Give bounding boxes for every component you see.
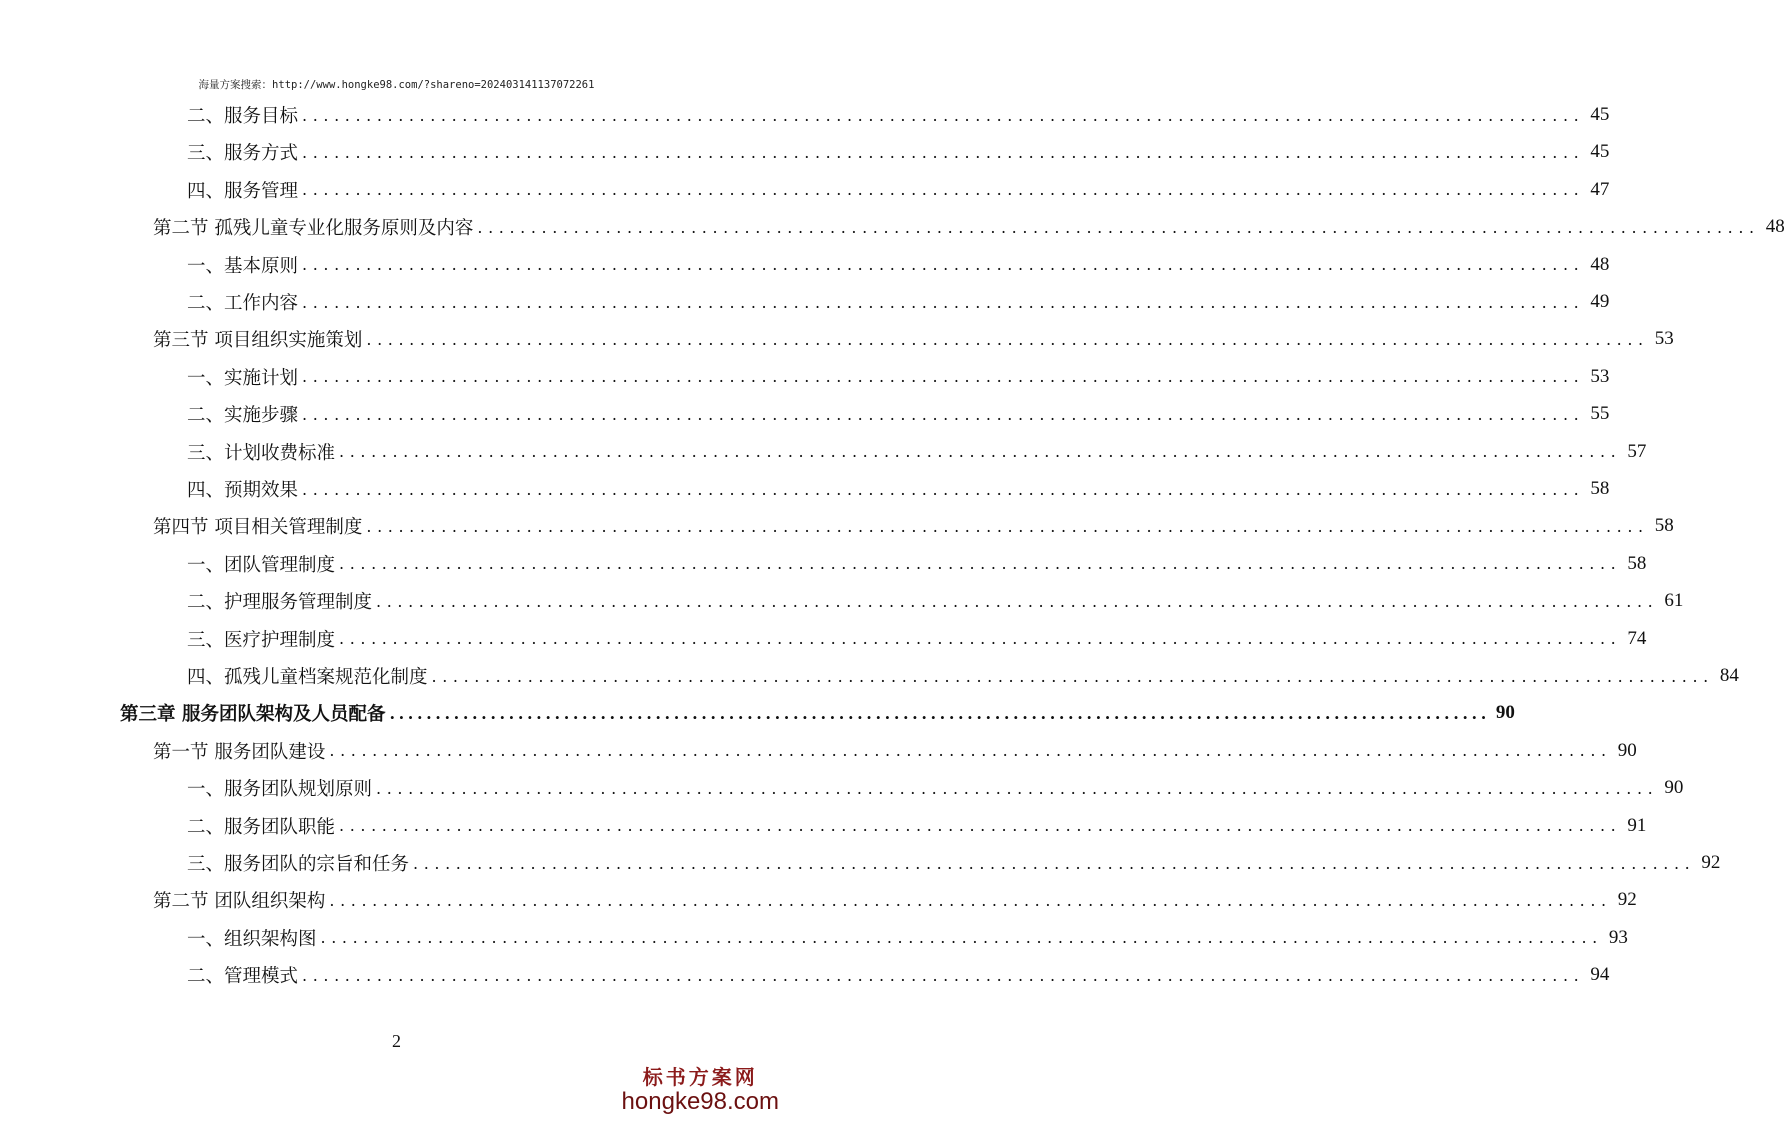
toc-entry[interactable] bbox=[187, 287, 1610, 317]
toc-entry-page: 61 bbox=[1664, 590, 1684, 612]
toc-entry-label: 二、服务目标 bbox=[187, 106, 299, 127]
toc-entry-page: 91 bbox=[1627, 814, 1647, 836]
toc-entry-label: 四、服务管理 bbox=[187, 180, 299, 202]
watermark-logo bbox=[622, 1061, 779, 1114]
watermark-cn: 标书方案网 bbox=[642, 1065, 758, 1089]
toc-entry-label: 三、服务团队的宗旨和任务 bbox=[187, 854, 410, 875]
toc-entry[interactable] bbox=[187, 362, 1610, 392]
toc-entry-page: 74 bbox=[1627, 627, 1647, 649]
toc-entry-page: 58 bbox=[1627, 552, 1647, 574]
toc-leader-dots: ........................................................................................................................ bbox=[389, 703, 1490, 723]
toc-entry-label: 三、计划收费标准 bbox=[187, 442, 336, 464]
toc-entry-page: 49 bbox=[1590, 291, 1610, 312]
toc-entry-label: 一、实施计划 bbox=[187, 367, 299, 389]
toc-leader-dots: ........................................................................................................................ bbox=[302, 105, 1585, 125]
toc-leader-dots: ........................................................................................................................ bbox=[339, 629, 1622, 649]
toc-entry[interactable] bbox=[187, 399, 1610, 429]
toc-leader-dots: ........................................................................................................................ bbox=[339, 554, 1622, 574]
toc-entry-label: 第二节 孤残儿童专业化服务原则及内容 bbox=[153, 218, 474, 240]
toc-entry[interactable] bbox=[120, 698, 1515, 728]
toc-leader-dots: ........................................................................................................................ bbox=[302, 367, 1585, 387]
toc-entry-page: 90 bbox=[1495, 702, 1515, 724]
toc-entry[interactable] bbox=[187, 923, 1628, 953]
toc-entry[interactable] bbox=[187, 960, 1610, 990]
toc-leader-dots: ........................................................................................................................ bbox=[339, 442, 1622, 462]
toc-entry-page: 92 bbox=[1617, 889, 1637, 911]
toc-entry[interactable] bbox=[153, 511, 1674, 541]
watermark-en: hongke98.com bbox=[621, 1088, 779, 1115]
toc-leader-dots: ........................................................................................................................ bbox=[329, 890, 1612, 910]
toc-entry-page: 48 bbox=[1765, 216, 1785, 238]
toc-entry-label: 三、医疗护理制度 bbox=[187, 629, 336, 651]
toc-entry[interactable] bbox=[187, 661, 1739, 691]
toc-entry[interactable] bbox=[187, 811, 1647, 841]
toc-leader-dots: ........................................................................................................................ bbox=[366, 516, 1649, 536]
toc-leader-dots: ........................................................................................................................ bbox=[431, 666, 1714, 686]
toc-leader-dots: ........................................................................................................................ bbox=[302, 404, 1585, 424]
toc-entry[interactable] bbox=[187, 773, 1684, 803]
toc-entry[interactable] bbox=[187, 100, 1610, 130]
toc-entry[interactable] bbox=[187, 175, 1610, 205]
toc-entry-page: 84 bbox=[1719, 665, 1739, 686]
toc-entry-label: 一、基本原则 bbox=[187, 255, 299, 277]
toc-entry[interactable] bbox=[187, 549, 1647, 579]
toc-entry-page: 94 bbox=[1590, 964, 1610, 986]
toc-entry-page: 53 bbox=[1654, 328, 1674, 350]
toc-entry-page: 45 bbox=[1590, 104, 1610, 125]
source-header: 海量方案搜索：http://www.hongke98.com/?shareno=202403141137072261 bbox=[198, 79, 595, 91]
toc-entry[interactable] bbox=[153, 212, 1785, 242]
toc-entry-label: 第二节 团队组织架构 bbox=[153, 891, 326, 913]
toc-entry-page: 92 bbox=[1701, 852, 1721, 873]
toc-entry-label: 二、实施步骤 bbox=[187, 405, 299, 427]
toc-entry-page: 90 bbox=[1664, 777, 1684, 799]
toc-leader-dots: ........................................................................................................................ bbox=[376, 591, 1659, 611]
toc-entry-label: 一、服务团队规划原则 bbox=[187, 779, 373, 801]
toc-entry[interactable] bbox=[153, 885, 1637, 915]
toc-entry-page: 57 bbox=[1627, 440, 1647, 462]
toc-entry-page: 58 bbox=[1654, 515, 1674, 537]
toc-entry-label: 二、护理服务管理制度 bbox=[187, 592, 373, 614]
toc-entry[interactable] bbox=[187, 848, 1721, 878]
toc-entry-label: 四、孤残儿童档案规范化制度 bbox=[187, 667, 428, 688]
toc-entry[interactable] bbox=[187, 437, 1647, 467]
toc-leader-dots: ........................................................................................................................ bbox=[302, 292, 1585, 312]
toc-entry[interactable] bbox=[187, 474, 1610, 504]
toc-entry-label: 第三章 服务团队架构及人员配备 bbox=[120, 704, 386, 726]
toc-entry-page: 55 bbox=[1590, 403, 1610, 425]
toc-entry[interactable] bbox=[153, 324, 1674, 354]
toc-entry[interactable] bbox=[187, 624, 1647, 654]
toc-entry[interactable] bbox=[153, 736, 1637, 766]
toc-entry-label: 一、组织架构图 bbox=[187, 928, 317, 950]
toc-leader-dots: ........................................................................................................................ bbox=[302, 142, 1585, 162]
toc-leader-dots: ........................................................................................................................ bbox=[302, 965, 1585, 985]
toc-entry-label: 二、工作内容 bbox=[187, 293, 299, 314]
toc-leader-dots: ........................................................................................................................ bbox=[329, 741, 1612, 761]
toc-entry-page: 45 bbox=[1590, 141, 1610, 163]
toc-entry-label: 二、管理模式 bbox=[187, 966, 299, 988]
page-number: 2 bbox=[392, 1031, 401, 1051]
toc-entry-page: 90 bbox=[1617, 739, 1637, 761]
toc-entry-page: 48 bbox=[1590, 253, 1610, 275]
toc-entry-page: 47 bbox=[1590, 178, 1610, 200]
toc-leader-dots: ........................................................................................................................ bbox=[366, 329, 1649, 349]
toc-entry-label: 三、服务方式 bbox=[187, 143, 299, 165]
toc-leader-dots: ........................................................................................................................ bbox=[302, 479, 1585, 499]
toc-leader-dots: ........................................................................................................................ bbox=[339, 816, 1622, 836]
toc-leader-dots: ........................................................................................................................ bbox=[302, 180, 1585, 200]
toc-leader-dots: ........................................................................................................................ bbox=[477, 217, 1760, 237]
toc-leader-dots: ........................................................................................................................ bbox=[302, 255, 1585, 275]
toc-leader-dots: ........................................................................................................................ bbox=[376, 778, 1659, 798]
toc-leader-dots: ........................................................................................................................ bbox=[320, 928, 1603, 948]
toc-entry[interactable] bbox=[187, 586, 1684, 616]
toc-entry-page: 53 bbox=[1590, 365, 1610, 387]
toc-entry[interactable] bbox=[187, 250, 1610, 280]
toc-entry-label: 第三节 项目组织实施策划 bbox=[153, 330, 363, 352]
toc-entry-label: 第一节 服务团队建设 bbox=[153, 741, 326, 763]
toc-entry-label: 四、预期效果 bbox=[187, 480, 299, 501]
toc-leader-dots: ........................................................................................................................ bbox=[413, 853, 1696, 873]
toc-entry-label: 一、团队管理制度 bbox=[187, 554, 336, 576]
toc-entry[interactable] bbox=[187, 137, 1610, 167]
toc-entry-label: 第四节 项目相关管理制度 bbox=[153, 517, 363, 539]
toc-entry-page: 93 bbox=[1608, 926, 1628, 948]
toc-entry-label: 二、服务团队职能 bbox=[187, 816, 336, 838]
toc-entry-page: 58 bbox=[1590, 478, 1610, 499]
